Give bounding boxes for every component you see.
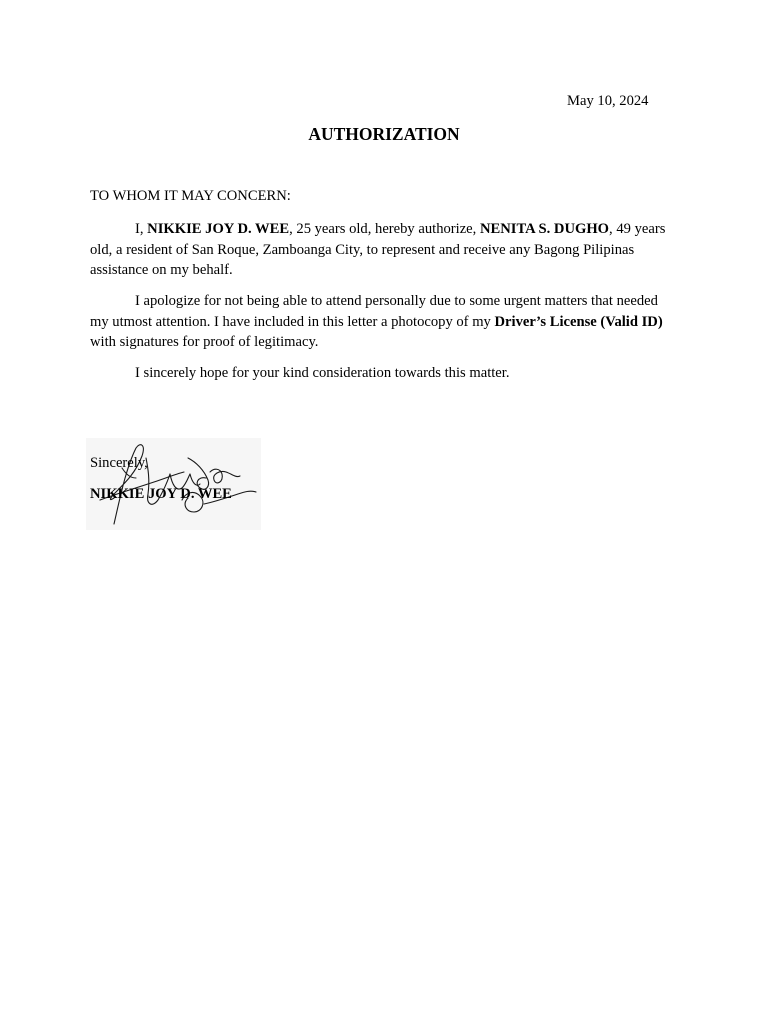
grantee-name: NENITA S. DUGHO <box>479 221 610 237</box>
signature-area <box>86 438 261 530</box>
salutation: TO WHOM IT MAY CONCERN: <box>90 188 291 204</box>
id-document: Driver’s License (Valid ID) <box>494 313 663 330</box>
consideration-paragraph: I sincerely hope for your kind consideration towards this matter. <box>135 365 510 381</box>
paragraph2-text-2: with signatures for proof of legitimacy. <box>90 334 319 350</box>
letter-title: AUTHORIZATION <box>308 124 460 144</box>
paragraph2-text-1: I apologize for not being able to attend personally due to some urgent matters that needed my utmost attention. I have included in this letter a photocopy of my <box>90 293 658 330</box>
apology-paragraph <box>90 291 674 353</box>
closing: Sincerely, <box>90 455 148 471</box>
paragraph1-text-3: , 49 years old, a resident of San Roque, Zamboanga City, to represent and receive any Bagong Pilipinas assistance on my behalf. <box>90 221 666 278</box>
paragraph1-text-1: I, <box>135 221 148 237</box>
handwritten-signature <box>86 438 261 530</box>
authorization-paragraph <box>90 219 674 281</box>
paragraph1-text-2: , 25 years old, hereby authorize, <box>289 221 480 237</box>
signer-name: NIKKIE JOY D. WEE <box>90 486 232 502</box>
grantor-name: NIKKIE JOY D. WEE <box>147 221 290 237</box>
letter-date: May 10, 2024 <box>567 93 649 109</box>
